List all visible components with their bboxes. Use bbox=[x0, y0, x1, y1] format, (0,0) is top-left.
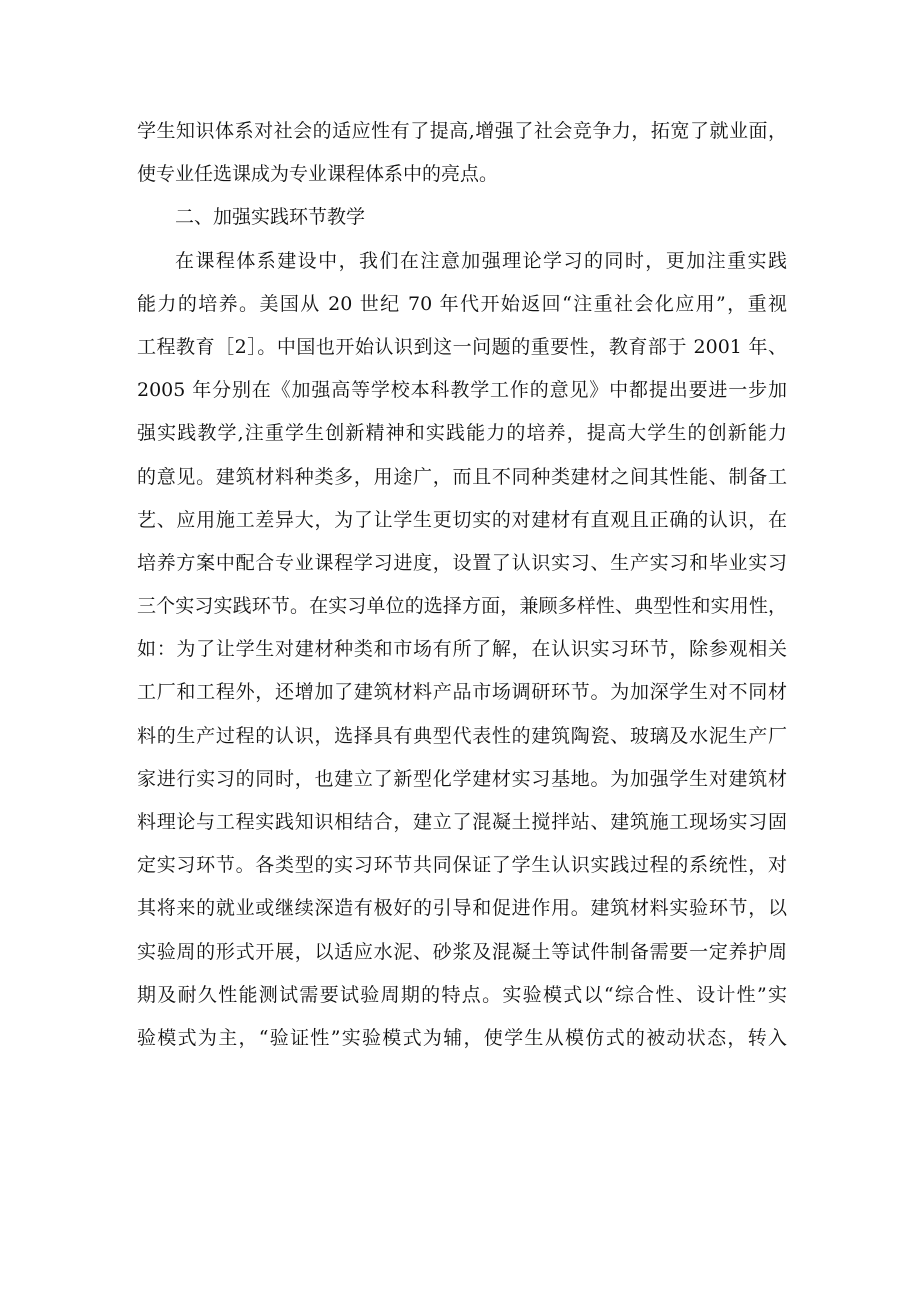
paragraph-line: 强实践教学,注重学生创新精神和实践能力的培养，提高大学生的创新能力 bbox=[137, 422, 787, 445]
paragraph-line: 期及耐久性能测试需要试验周期的特点。实验模式以“综合性、设计性”实 bbox=[137, 983, 787, 1006]
paragraph-line: 料理论与工程实践知识相结合，建立了混凝土搅拌站、建筑施工现场实习固 bbox=[137, 811, 787, 833]
paragraph-line: 工厂和工程外，还增加了建筑材料产品市场调研环节。为加深学生对不同材 bbox=[137, 681, 787, 704]
paragraph-line: 其将来的就业或继续深造有极好的引导和促进作用。建筑材料实验环节，以 bbox=[137, 897, 787, 920]
paragraph-line: 验模式为主，“验证性”实验模式为辅，使学生从模仿式的被动状态，转入 bbox=[137, 1026, 787, 1049]
paragraph-line: 使专业任选课成为专业课程体系中的亮点。 bbox=[137, 163, 499, 186]
paragraph-line: 料的生产过程的认识，选择具有典型代表性的建筑陶瓷、玻璃及水泥生产厂 bbox=[137, 724, 787, 747]
paragraph-line: 的意见。建筑材料种类多，用途广，而且不同种类建材之间其性能、制备工 bbox=[137, 465, 787, 488]
paragraph-line: 培养方案中配合专业课程学习进度，设置了认识实习、生产实习和毕业实习 bbox=[137, 551, 787, 574]
paragraph-line: 在课程体系建设中，我们在注意加强理论学习的同时，更加注重实践 bbox=[175, 249, 787, 272]
paragraph-line: 实验周的形式开展，以适应水泥、砂浆及混凝土等试件制备需要一定养护周 bbox=[137, 940, 787, 963]
paragraph-line: 家进行实习的同时，也建立了新型化学建材实习基地。为加强学生对建筑材 bbox=[137, 767, 787, 790]
paragraph-line: 如：为了让学生对建材种类和市场有所了解，在认识实习环节，除参观相关 bbox=[137, 638, 787, 661]
paragraph-line: 学生知识体系对社会的适应性有了提高,增强了社会竞争力，拓宽了就业面， bbox=[137, 120, 787, 142]
document-body bbox=[137, 110, 787, 1060]
section-heading: 二、加强实践环节教学 bbox=[175, 206, 366, 229]
paragraph-line: 三个实习实践环节。在实习单位的选择方面，兼顾多样性、典型性和实用性， bbox=[137, 595, 787, 618]
paragraph-line: 工程教育［2］。中国也开始认识到这一问题的重要性，教育部于 2001 年、 bbox=[137, 335, 787, 358]
paragraph-line: 2005 年分别在《加强高等学校本科教学工作的意见》中都提出要进一步加 bbox=[137, 379, 787, 402]
paragraph-line: 定实习环节。各类型的实习环节共同保证了学生认识实践过程的系统性，对 bbox=[137, 854, 787, 877]
paragraph-line: 艺、应用施工差异大，为了让学生更切实的对建材有直观且正确的认识，在 bbox=[137, 508, 787, 531]
paragraph-line: 能力的培养。美国从 20 世纪 70 年代开始返回“注重社会化应用”，重视 bbox=[137, 292, 787, 315]
